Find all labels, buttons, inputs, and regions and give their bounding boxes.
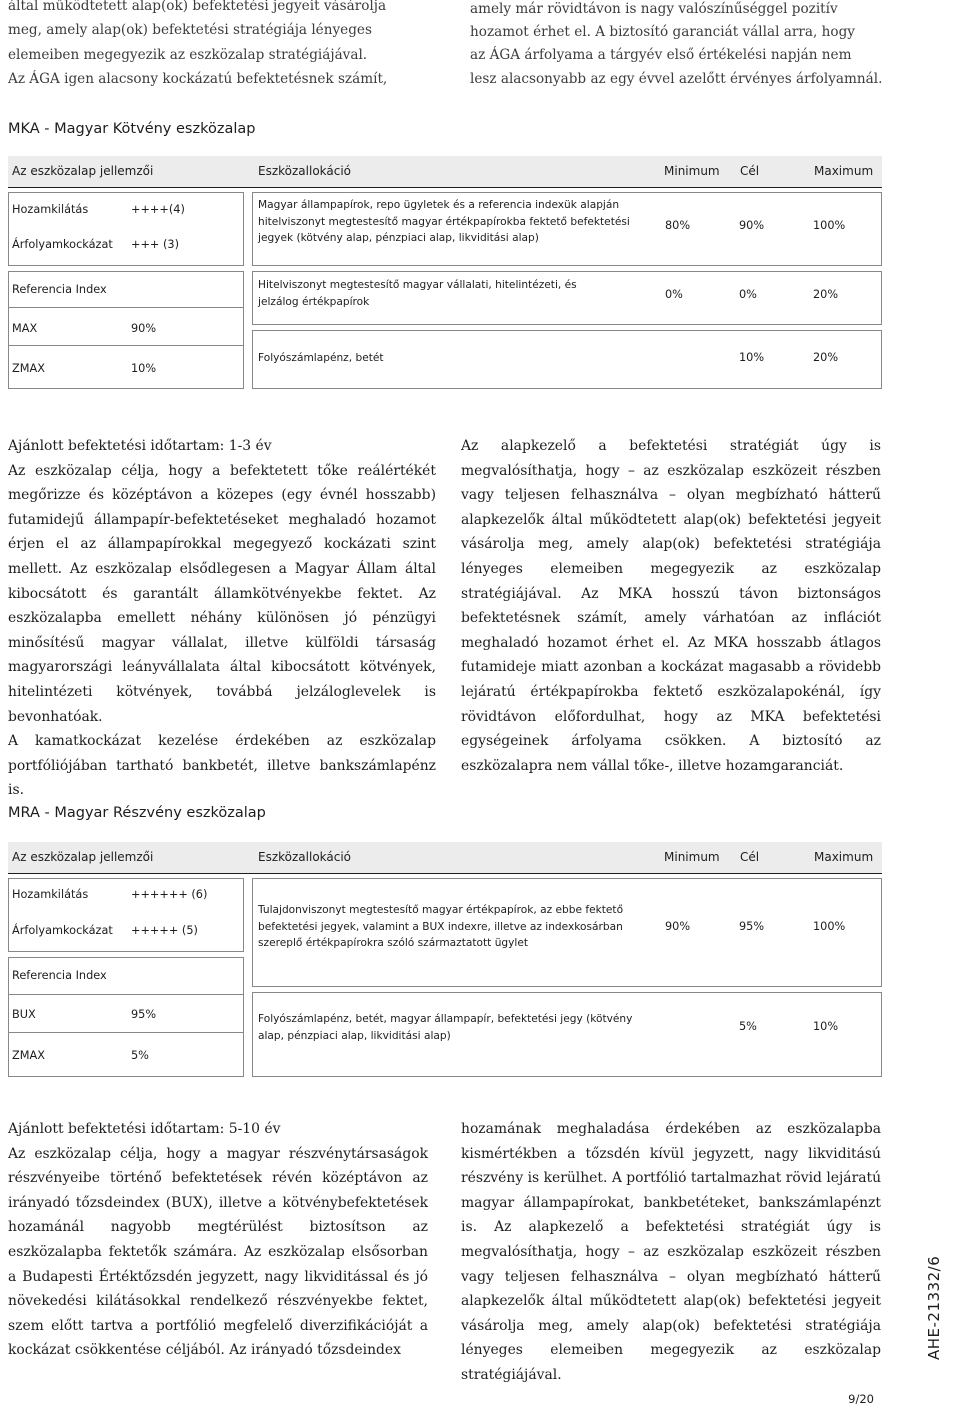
header-allocation: Eszközallokáció <box>258 850 352 864</box>
allocation-text: Magyar állampapírok, repo ügyletek és a referencia indexük alapján hitelviszonyt megtestesítő magyar értékpapírokba fektető befektetési jegyek (kötvény alap, pénzpiaci alap, likviditási alap) <box>258 199 630 245</box>
divider <box>8 1032 244 1033</box>
top-right-text <box>470 0 910 91</box>
divider <box>8 307 244 308</box>
index-label: ZMAX <box>12 362 45 375</box>
allocation-text: Hitelviszonyt megtestesítő magyar vállalati, hitelintézeti, és jelzálog értékpapírok <box>258 279 577 308</box>
allocation-text: Folyószámlapénz, betét, magyar állampapír, befektetési jegy (kötvény alap, pénzpiaci alap, likviditási alap) <box>258 1013 633 1042</box>
mka-body-left <box>8 434 436 803</box>
index-value: 5% <box>131 1049 149 1062</box>
header-maximum: Maximum <box>814 850 874 864</box>
mka-body-right <box>461 434 881 778</box>
document-id: AHE-21332/6 <box>925 1255 943 1360</box>
index-title: Referencia Index <box>12 283 107 296</box>
allocation-target: 10% <box>739 351 765 364</box>
index-title: Referencia Index <box>12 969 107 982</box>
feature-label: Hozamkilátás <box>12 203 89 216</box>
paragraph: Ajánlott befektetési időtartam: 1-3 év <box>8 438 272 454</box>
text-line: által működtetett alap(ok) befektetési jegyeit vásárolja <box>8 0 387 14</box>
paragraph: Az eszközalap célja, hogy a magyar részvénytársaságok részvényeibe történő befektetések révén középtávon az irányadó tőzsdeindex (BUX), illetve a kötvénybefektetések hozamánál nagyobb megtérülést biztosítson az eszközalapba fektetők számára. Az eszközalap elsősorban a Budapesti Értéktőzsdén jegyzett, nagy likviditással és jó növekedési kilátásokkal rendelkező részvényekbe fektet, szem előtt tartva a portfólió megfelelő diverzifikációját a kockázat csökkentése céljából. Az irányadó tőzsdeindex <box>8 1145 428 1359</box>
index-value: 95% <box>131 1008 157 1021</box>
header-maximum: Maximum <box>814 164 874 178</box>
allocation-text: Tulajdonviszonyt megtestesítő magyar értékpapírok, az ebbe fektető befektetési jegyek, valamint a BUX indexre, illetve az indexkosárban szereplő értékpapírokra szóló származtatott ügylet <box>258 904 624 950</box>
header-characteristics: Az eszközalap jellemzői <box>12 164 154 178</box>
allocation-max: 10% <box>813 1020 839 1033</box>
feature-label: Árfolyamkockázat <box>12 924 113 937</box>
allocation-min: 80% <box>665 219 691 232</box>
allocation-target: 90% <box>739 219 765 232</box>
mra-title: MRA - Magyar Részvény eszközalap <box>8 805 266 821</box>
feature-value: ++++++ (6) <box>131 888 208 901</box>
top-left-text <box>8 0 438 92</box>
allocation-max: 20% <box>813 351 839 364</box>
index-value: 10% <box>131 362 157 375</box>
paragraph: hozamának meghaladása érdekében az eszközalapba kismértékben a tőzsdén kívül jegyzett, nagy likviditású részvény is kerülhet. A portfólió tartalmazhat rövid lejáratú magyar állampapírokat, bankbetéteket, bankszámlapénzt is. Az alapkezelő a befektetési stratégiát úgy is megvalósíthatja, hogy – az eszközalap eszközeit részben vagy teljesen felhasználva – olyan megbízható hátterű alapkezelők által működtetett alap(ok) befektetési jegyeit vásárolja meg, amely alap(ok) befektetési stratégiája lényeges elemeiben megegyezik az eszközalap stratégiájával. <box>461 1121 882 1383</box>
index-label: BUX <box>12 1008 36 1021</box>
index-label: ZMAX <box>12 1049 45 1062</box>
text-line: hozamot érhet el. A biztosító garanciát vállal arra, hogy <box>470 24 855 41</box>
allocation-max: 20% <box>813 288 839 301</box>
text-line: meg, amely alap(ok) befektetési stratégiája lényeges <box>8 22 372 39</box>
feature-label: Árfolyamkockázat <box>12 238 113 251</box>
mka-title: MKA - Magyar Kötvény eszközalap <box>8 121 256 137</box>
header-target: Cél <box>740 850 760 864</box>
paragraph: Az alapkezelő a befektetési stratégiát úgy is megvalósíthatja, hogy – az eszközalap eszközeit részben vagy teljesen felhasználva – olyan megbízható hátterű alapkezelők által működtetett alap(ok) befektetési jegyeit vásárolja meg, amely alap(ok) befektetési stratégiája lényeges elemeiben megegyezik az eszközalap stratégiájával. Az MKA hosszú távon biztonságos befektetésnek számít, amely várhatóan az inflációt meghaladó hozamot érhet el. Az MKA hosszabb átlagos futamideje miatt azonban a kockázat magasabb a rövidebb lejáratú értékpapírokba fektető eszközalapokénál, így rövidtávon előfordulhat, hogy az MKA befektetési egységeinek árfolyama csökken. A biztosító az eszközalapra nem vállal tőke-, illetve hozamgaranciát. <box>461 438 881 774</box>
allocation-text: Folyószámlapénz, betét <box>258 352 384 364</box>
text-line: az ÁGA árfolyama a tárgyév első értékelési napján nem <box>470 47 852 64</box>
feature-label: Hozamkilátás <box>12 888 89 901</box>
feature-value: ++++(4) <box>131 203 185 216</box>
text-line: Az ÁGA igen alacsony kockázatú befektetésnek számít, <box>8 71 388 88</box>
header-minimum: Minimum <box>664 164 720 178</box>
paragraph: Az eszközalap célja, hogy a befektetett tőke reálértékét megőrizze és középtávon a közepes (egy évnél hosszabb) futamidejű állampapír-befektetéseket meghaladó hozamot érjen el az állampapírokkal megegyező kockázati szint mellett. Az eszközalap elsődlegesen a Magyar Állam által kibocsátott és garantált államkötvényekbe fektet. Az eszközalapba emellett néhány különösen jó pénzügyi minősítésű magyar vállalat, illetve külföldi társaság magyarországi leányvállalata által kibocsátott kötvények, hitelintézeti kötvények, továbbá jelzáloglevelek is bevonhatóak. <box>8 462 436 725</box>
index-value: 90% <box>131 322 157 335</box>
allocation-max: 100% <box>813 920 846 933</box>
allocation-target: 0% <box>739 288 757 301</box>
mka-table-header <box>8 156 882 188</box>
header-allocation: Eszközallokáció <box>258 164 352 178</box>
divider <box>8 345 244 346</box>
allocation-min: 0% <box>665 288 683 301</box>
text-line: elemeiben megegyezik az eszközalap stratégiájával. <box>8 46 368 63</box>
header-minimum: Minimum <box>664 850 720 864</box>
allocation-min: 90% <box>665 920 691 933</box>
text-line: lesz alacsonyabb az egy évvel azelőtt érvényes árfolyamnál. <box>470 70 883 87</box>
text-line: amely már rövidtávon is nagy valószínűséggel pozitív <box>470 1 838 17</box>
header-target: Cél <box>740 164 760 178</box>
divider <box>8 994 244 995</box>
mra-body-right <box>461 1117 881 1388</box>
feature-value: +++ (3) <box>131 238 179 251</box>
allocation-max: 100% <box>813 219 846 232</box>
paragraph: Ajánlott befektetési időtartam: 5-10 év <box>8 1121 281 1137</box>
mra-body-left <box>8 1117 428 1363</box>
feature-value: +++++ (5) <box>131 924 198 937</box>
allocation-target: 95% <box>739 920 765 933</box>
allocation-target: 5% <box>739 1020 757 1033</box>
mra-table-header <box>8 842 882 874</box>
header-characteristics: Az eszközalap jellemzői <box>12 850 154 864</box>
paragraph: A kamatkockázat kezelése érdekében az eszközalap portfóliójában tartható bankbetét, illetve bankszámlapénz is. <box>8 733 436 799</box>
page-number: 9/20 <box>848 1392 874 1406</box>
index-label: MAX <box>12 322 38 335</box>
